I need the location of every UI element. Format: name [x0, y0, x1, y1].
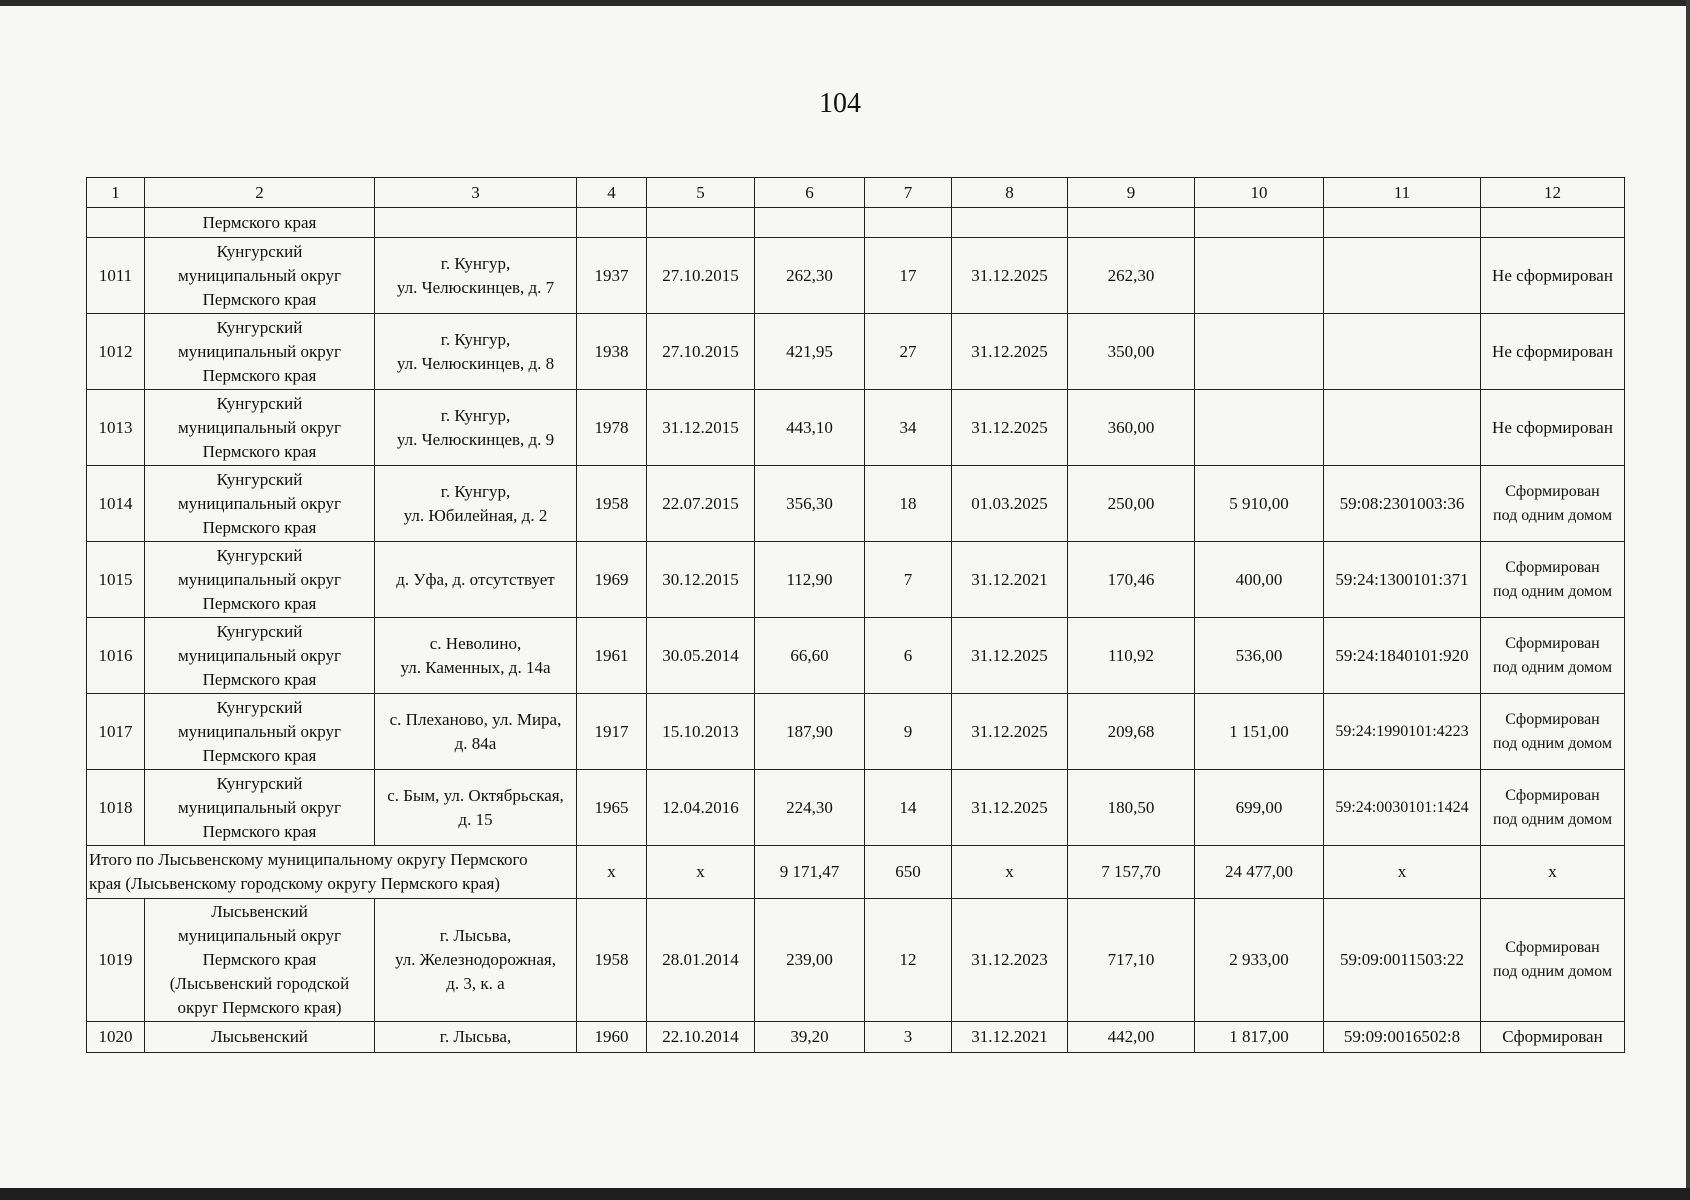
- deadline-cell: 01.03.2025: [952, 466, 1068, 542]
- scan-top-edge: [0, 0, 1690, 6]
- table-cell: [1324, 208, 1481, 238]
- header-cell: 5: [647, 178, 755, 208]
- municipality-line: Кунгурский: [216, 241, 303, 261]
- municipality-line: Пермского края: [202, 365, 317, 385]
- cadastral-cell: 59:08:2301003:36: [1324, 466, 1481, 542]
- total-status: x: [1481, 846, 1625, 899]
- row-number: 1020: [87, 1022, 145, 1053]
- scan-right-edge: [1686, 0, 1690, 1200]
- header-cell: 8: [952, 178, 1068, 208]
- municipality-cell: [145, 694, 375, 770]
- address-line: ул. Каменных, д. 14а: [400, 657, 551, 677]
- municipality-line: Пермского края: [202, 950, 317, 969]
- table-cell: [755, 208, 865, 238]
- area-cell: 39,20: [755, 1022, 865, 1053]
- area-cell: 224,30: [755, 770, 865, 846]
- deadline-cell: 31.12.2025: [952, 694, 1068, 770]
- address-line: д. 15: [458, 809, 493, 829]
- header-cell: 7: [865, 178, 952, 208]
- registry-table: [86, 177, 1625, 1053]
- area-cell: 262,30: [755, 238, 865, 314]
- deadline-cell: 31.12.2021: [952, 542, 1068, 618]
- col9-cell: 360,00: [1068, 390, 1195, 466]
- total-year: x: [577, 846, 647, 899]
- total-cadastral: x: [1324, 846, 1481, 899]
- municipality-line: Пермского края: [202, 745, 317, 765]
- status-line: под одним домом: [1493, 810, 1612, 828]
- cadastral-cell: 59:24:1300101:371: [1324, 542, 1481, 618]
- area-cell: 239,00: [755, 899, 865, 1022]
- residents-cell: 27: [865, 314, 952, 390]
- total-residents: 650: [865, 846, 952, 899]
- address-line: с. Плеханово, ул. Мира,: [389, 709, 562, 729]
- total-row: [87, 846, 1625, 899]
- area-cell: 356,30: [755, 466, 865, 542]
- municipality-line: муниципальный округ: [177, 926, 342, 945]
- status-cell: [1481, 770, 1625, 846]
- municipality-cell: [145, 238, 375, 314]
- header-cell: 4: [577, 178, 647, 208]
- table-cell: [87, 208, 145, 238]
- row-number: 1019: [87, 899, 145, 1022]
- header-cell: 11: [1324, 178, 1481, 208]
- col9-cell: 717,10: [1068, 899, 1195, 1022]
- cadastral-cell: 59:09:0011503:22: [1324, 899, 1481, 1022]
- municipality-line: муниципальный округ: [177, 265, 342, 285]
- municipality-cell: [145, 618, 375, 694]
- municipality-cell: [145, 466, 375, 542]
- total-label: [87, 846, 577, 899]
- municipality-line: муниципальный округ: [177, 417, 342, 437]
- status-line: под одним домом: [1493, 734, 1612, 752]
- address-line: ул. Юбилейная, д. 2: [403, 505, 548, 525]
- row-number: 1011: [87, 238, 145, 314]
- municipality-line: Пермского края: [202, 669, 317, 689]
- date-cell: 31.12.2015: [647, 390, 755, 466]
- cadastral-cell: 59:09:0016502:8: [1324, 1022, 1481, 1053]
- municipality-line: округ Пермского края): [177, 998, 342, 1017]
- col10-cell: [1195, 238, 1324, 314]
- header-cell: 2: [145, 178, 375, 208]
- municipality-cell: [145, 390, 375, 466]
- deadline-cell: 31.12.2025: [952, 238, 1068, 314]
- table-row: [87, 542, 1625, 618]
- year-cell: 1978: [577, 390, 647, 466]
- year-cell: 1917: [577, 694, 647, 770]
- cadastral-cell: [1324, 314, 1481, 390]
- table-row: [87, 390, 1625, 466]
- municipality-line: (Лысьвенский городской: [169, 974, 350, 993]
- table-row: [87, 238, 1625, 314]
- address-line: г. Кунгур,: [440, 481, 511, 501]
- address-line: с. Бым, ул. Октябрьская,: [387, 785, 564, 805]
- table-cell: [375, 208, 577, 238]
- col9-cell: 250,00: [1068, 466, 1195, 542]
- municipality-cell: [145, 899, 375, 1022]
- date-cell: 15.10.2013: [647, 694, 755, 770]
- table-cell: [647, 208, 755, 238]
- col10-cell: 1 151,00: [1195, 694, 1324, 770]
- municipality-line: Пермского края: [202, 289, 317, 309]
- address-line: д. Уфа, д. отсутствует: [396, 569, 555, 589]
- date-cell: 28.01.2014: [647, 899, 755, 1022]
- area-cell: 112,90: [755, 542, 865, 618]
- municipality-cell: Пермского края: [145, 208, 375, 238]
- area-cell: 187,90: [755, 694, 865, 770]
- address-line: ул. Челюскинцев, д. 9: [396, 429, 555, 449]
- residents-cell: 14: [865, 770, 952, 846]
- residents-cell: 17: [865, 238, 952, 314]
- row-number: 1014: [87, 466, 145, 542]
- table-row: [87, 770, 1625, 846]
- table-row: [87, 618, 1625, 694]
- municipality-line: Кунгурский: [216, 317, 303, 337]
- municipality-line: Кунгурский: [216, 773, 303, 793]
- status-cell: [1481, 466, 1625, 542]
- table-cell: [1195, 208, 1324, 238]
- col10-cell: [1195, 390, 1324, 466]
- deadline-cell: 31.12.2025: [952, 390, 1068, 466]
- total-date: x: [647, 846, 755, 899]
- header-cell: 6: [755, 178, 865, 208]
- residents-cell: 18: [865, 466, 952, 542]
- date-cell: 22.10.2014: [647, 1022, 755, 1053]
- year-cell: 1965: [577, 770, 647, 846]
- date-cell: 12.04.2016: [647, 770, 755, 846]
- date-cell: 22.07.2015: [647, 466, 755, 542]
- header-row: [87, 178, 1625, 208]
- col9-cell: 180,50: [1068, 770, 1195, 846]
- col9-cell: 442,00: [1068, 1022, 1195, 1053]
- municipality-cell: [145, 314, 375, 390]
- municipality-line: Пермского края: [202, 593, 317, 613]
- municipality-line: Лысьвенский: [211, 902, 308, 921]
- municipality-line: Кунгурский: [216, 621, 303, 641]
- municipality-line: муниципальный округ: [177, 569, 342, 589]
- header-cell: 10: [1195, 178, 1324, 208]
- table-cell: [1068, 208, 1195, 238]
- table-cell: [952, 208, 1068, 238]
- table-cell: [865, 208, 952, 238]
- address-line: ул. Железнодорожная,: [395, 950, 556, 969]
- year-cell: 1960: [577, 1022, 647, 1053]
- col10-cell: 536,00: [1195, 618, 1324, 694]
- municipality-line: муниципальный округ: [177, 645, 342, 665]
- deadline-cell: 31.12.2025: [952, 314, 1068, 390]
- address-cell: [375, 899, 577, 1022]
- col10-cell: 1 817,00: [1195, 1022, 1324, 1053]
- address-cell: [375, 238, 577, 314]
- municipality-line: Пермского края: [202, 821, 317, 841]
- table-row: [87, 694, 1625, 770]
- cadastral-cell: 59:24:1840101:920: [1324, 618, 1481, 694]
- status-line: Сформирован: [1505, 939, 1600, 956]
- address-line: ул. Челюскинцев, д. 8: [396, 353, 555, 373]
- deadline-cell: 31.12.2025: [952, 618, 1068, 694]
- residents-cell: 9: [865, 694, 952, 770]
- col9-cell: 110,92: [1068, 618, 1195, 694]
- row-number: 1017: [87, 694, 145, 770]
- status-line: Сформирован: [1505, 558, 1600, 576]
- col10-cell: 2 933,00: [1195, 899, 1324, 1022]
- year-cell: 1958: [577, 899, 647, 1022]
- header-cell: 3: [375, 178, 577, 208]
- total-area: 9 171,47: [755, 846, 865, 899]
- status-line: под одним домом: [1493, 658, 1612, 676]
- cadastral-cell: [1324, 238, 1481, 314]
- residents-cell: 34: [865, 390, 952, 466]
- municipality-line: муниципальный округ: [177, 797, 342, 817]
- municipality-line: Кунгурский: [216, 469, 303, 489]
- municipality-line: муниципальный округ: [177, 721, 342, 741]
- status-cell: Сформирован: [1481, 1022, 1625, 1053]
- municipality-line: муниципальный округ: [177, 341, 342, 361]
- area-cell: 421,95: [755, 314, 865, 390]
- continuation-row: [87, 208, 1625, 238]
- status-line: Не сформирован: [1492, 417, 1613, 437]
- address-line: г. Кунгур,: [440, 253, 511, 273]
- status-cell: [1481, 238, 1625, 314]
- year-cell: 1937: [577, 238, 647, 314]
- address-line: г. Кунгур,: [440, 329, 511, 349]
- date-cell: 30.05.2014: [647, 618, 755, 694]
- address-line: д. 3, к. а: [446, 974, 505, 993]
- address-line: ул. Челюскинцев, д. 7: [396, 277, 555, 297]
- cadastral-cell: [1324, 390, 1481, 466]
- col10-cell: 699,00: [1195, 770, 1324, 846]
- address-cell: [375, 390, 577, 466]
- residents-cell: 6: [865, 618, 952, 694]
- municipality-cell: Лысьвенский: [145, 1022, 375, 1053]
- area-cell: 443,10: [755, 390, 865, 466]
- status-line: Сформирован: [1505, 710, 1600, 728]
- col10-cell: 5 910,00: [1195, 466, 1324, 542]
- cadastral-cell: 59:24:0030101:1424: [1324, 770, 1481, 846]
- header-cell: 9: [1068, 178, 1195, 208]
- address-line: г. Лысьва,: [439, 926, 512, 945]
- status-line: Не сформирован: [1492, 265, 1613, 285]
- status-cell: [1481, 618, 1625, 694]
- header-cell: 12: [1481, 178, 1625, 208]
- status-line: Не сформирован: [1492, 341, 1613, 361]
- status-cell: [1481, 314, 1625, 390]
- total-col9: 7 157,70: [1068, 846, 1195, 899]
- address-cell: [375, 314, 577, 390]
- row-number: 1015: [87, 542, 145, 618]
- address-line: д. 84а: [454, 733, 497, 753]
- year-cell: 1958: [577, 466, 647, 542]
- row-number: 1018: [87, 770, 145, 846]
- table-row: [87, 899, 1625, 1022]
- col10-cell: [1195, 314, 1324, 390]
- table-row: [87, 1022, 1625, 1053]
- municipality-line: Кунгурский: [216, 545, 303, 565]
- area-cell: 66,60: [755, 618, 865, 694]
- row-number: 1013: [87, 390, 145, 466]
- deadline-cell: 31.12.2021: [952, 1022, 1068, 1053]
- col9-cell: 209,68: [1068, 694, 1195, 770]
- table-row: [87, 314, 1625, 390]
- address-cell: [375, 770, 577, 846]
- address-cell: [375, 466, 577, 542]
- status-cell: [1481, 390, 1625, 466]
- total-label-line: края (Лысьвенскому городскому округу Пермского края): [89, 874, 500, 893]
- status-line: Сформирован: [1505, 786, 1600, 804]
- total-col10: 24 477,00: [1195, 846, 1324, 899]
- address-line: с. Неволино,: [429, 633, 522, 653]
- address-cell: [375, 542, 577, 618]
- status-line: Сформирован: [1505, 634, 1600, 652]
- year-cell: 1961: [577, 618, 647, 694]
- residents-cell: 3: [865, 1022, 952, 1053]
- status-cell: [1481, 694, 1625, 770]
- residents-cell: 12: [865, 899, 952, 1022]
- address-cell: [375, 618, 577, 694]
- scan-bottom-edge: [0, 1188, 1690, 1200]
- table-cell: [1481, 208, 1625, 238]
- status-cell: [1481, 899, 1625, 1022]
- deadline-cell: 31.12.2025: [952, 770, 1068, 846]
- status-line: под одним домом: [1493, 582, 1612, 600]
- col9-cell: 170,46: [1068, 542, 1195, 618]
- col10-cell: 400,00: [1195, 542, 1324, 618]
- status-cell: [1481, 542, 1625, 618]
- municipality-line: Пермского края: [202, 517, 317, 537]
- col9-cell: 262,30: [1068, 238, 1195, 314]
- total-deadline: x: [952, 846, 1068, 899]
- municipality-cell: [145, 770, 375, 846]
- date-cell: 27.10.2015: [647, 314, 755, 390]
- deadline-cell: 31.12.2023: [952, 899, 1068, 1022]
- address-line: г. Кунгур,: [440, 405, 511, 425]
- year-cell: 1969: [577, 542, 647, 618]
- municipality-cell: [145, 542, 375, 618]
- total-label-line: Итого по Лысьвенскому муниципальному округу Пермского: [89, 850, 528, 869]
- municipality-line: Пермского края: [202, 441, 317, 461]
- row-number: 1012: [87, 314, 145, 390]
- col9-cell: 350,00: [1068, 314, 1195, 390]
- municipality-line: муниципальный округ: [177, 493, 342, 513]
- table-cell: [577, 208, 647, 238]
- status-line: под одним домом: [1493, 963, 1612, 980]
- municipality-line: Кунгурский: [216, 697, 303, 717]
- year-cell: 1938: [577, 314, 647, 390]
- date-cell: 27.10.2015: [647, 238, 755, 314]
- date-cell: 30.12.2015: [647, 542, 755, 618]
- municipality-line: Кунгурский: [216, 393, 303, 413]
- address-cell: [375, 694, 577, 770]
- cadastral-cell: 59:24:1990101:4223: [1324, 694, 1481, 770]
- residents-cell: 7: [865, 542, 952, 618]
- status-line: под одним домом: [1493, 506, 1612, 524]
- status-line: Сформирован: [1505, 482, 1600, 500]
- header-cell: 1: [87, 178, 145, 208]
- page-number: 104: [819, 88, 861, 119]
- address-cell: г. Лысьва,: [375, 1022, 577, 1053]
- table-row: [87, 466, 1625, 542]
- row-number: 1016: [87, 618, 145, 694]
